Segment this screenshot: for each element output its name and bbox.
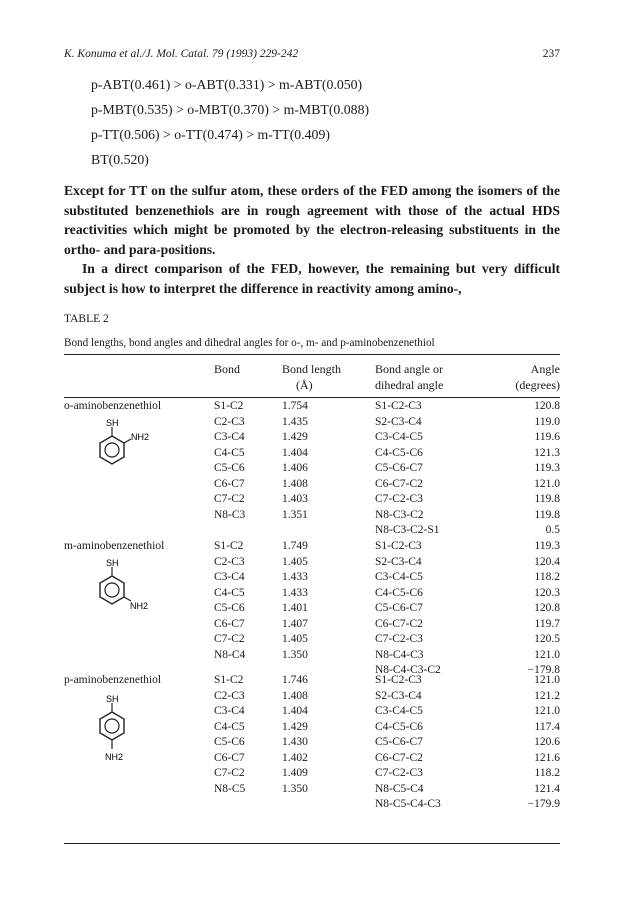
cell-bond: C5-C6 xyxy=(214,736,245,748)
cell-angle: 120.8 xyxy=(534,400,560,412)
cell-angle-name: N8-C3-C2-S1 xyxy=(375,524,440,536)
cell-bond-length: 1.404 xyxy=(282,446,308,459)
cell-angle-name: C7-C2-C3 xyxy=(375,493,423,505)
nh2-label: NH2 xyxy=(105,752,124,762)
cell-bond: C3-C4 xyxy=(214,571,245,583)
cell-angle-name: N8-C5-C4-C3 xyxy=(375,798,441,810)
cell-bond-length: 1.409 xyxy=(282,767,308,779)
cell-angle-name: S2-C3-C4 xyxy=(375,415,422,428)
cell-bond-length: 1.351 xyxy=(282,508,308,521)
table-bottom-rule xyxy=(64,843,560,844)
cell-bond: C7-C2 xyxy=(214,633,245,645)
order-line-bt: BT(0.520) xyxy=(91,152,149,167)
cell-angle: 120.6 xyxy=(534,736,560,748)
col-header-angle: Angle (degrees) xyxy=(515,362,560,392)
cell-angle: 120.4 xyxy=(534,555,560,568)
cell-bond-length: 1.430 xyxy=(282,736,308,748)
cell-angle: 119.6 xyxy=(534,431,560,443)
page-number: 237 xyxy=(542,48,560,60)
o-aminobenzenethiol-structure xyxy=(84,416,164,482)
cell-angle-name: C6-C7-C2 xyxy=(375,617,423,630)
body-paragraph: Except for TT on the sulfur atom, these orders of the FED among the isomers of the substituted benzenethiols are in rough agreement with those of the actual HDS reactivities which might be promoted by the electron-releasing substituents in the ortho- and para-positions. xyxy=(64,183,560,257)
cell-bond: N8-C5 xyxy=(214,782,246,795)
m-aminobenzenethiol-structure xyxy=(84,556,164,622)
cell-angle-name: C5-C6-C7 xyxy=(375,462,423,474)
cell-angle: 119.3 xyxy=(534,462,560,474)
cell-angle: 120.3 xyxy=(534,586,560,599)
cell-angle-name: S1-C2-C3 xyxy=(375,540,422,552)
col-header-bond-angle: Bond angle or dihedral angle xyxy=(375,362,444,392)
fed-order-list xyxy=(91,72,369,172)
cell-angle-name: S1-C2-C3 xyxy=(375,674,422,686)
cell-bond: C7-C2 xyxy=(214,493,245,505)
cell-bond: C4-C5 xyxy=(214,720,245,733)
cell-angle: 120.8 xyxy=(534,602,560,614)
cell-angle: 121.0 xyxy=(534,705,560,717)
cell-angle-name: C7-C2-C3 xyxy=(375,767,423,779)
cell-bond-length: 1.405 xyxy=(282,555,308,568)
cell-bond-length: 1.433 xyxy=(282,571,308,583)
cell-bond-length: 1.404 xyxy=(282,705,308,717)
cell-angle: 117.4 xyxy=(534,720,560,733)
cell-bond: C4-C5 xyxy=(214,446,245,459)
cell-angle: 119.0 xyxy=(534,415,560,428)
cell-angle: 121.0 xyxy=(534,477,560,490)
cell-bond-length: 1.408 xyxy=(282,689,308,702)
cell-angle: 121.4 xyxy=(534,782,560,795)
order-line-mbt: p-MBT(0.535) > o-MBT(0.370) > m-MBT(0.088) xyxy=(91,102,370,117)
cell-angle: 120.5 xyxy=(534,633,560,645)
cell-angle: 118.2 xyxy=(534,767,560,779)
cell-bond-length: 1.405 xyxy=(282,633,308,645)
cell-bond-length: 1.350 xyxy=(282,782,308,795)
running-header xyxy=(64,48,560,64)
order-line-abt: p-ABT(0.461) > o-ABT(0.331) > m-ABT(0.050) xyxy=(91,77,363,92)
cell-angle-name: S1-C2-C3 xyxy=(375,400,422,412)
cell-angle: 119.8 xyxy=(534,493,560,505)
cell-bond: C5-C6 xyxy=(214,602,245,614)
cell-bond: C2-C3 xyxy=(214,415,245,428)
cell-bond-length: 1.429 xyxy=(282,720,308,733)
cell-bond: N8-C3 xyxy=(214,508,246,521)
cell-angle: 118.2 xyxy=(534,571,560,583)
cell-angle: 0.5 xyxy=(545,524,560,536)
cell-bond-length: 1.746 xyxy=(282,674,308,686)
cell-angle-name: C4-C5-C6 xyxy=(375,586,423,599)
cell-bond-length: 1.408 xyxy=(282,477,308,490)
cell-angle-name: C3-C4-C5 xyxy=(375,571,423,583)
order-line-tt: p-TT(0.506) > o-TT(0.474) > m-TT(0.409) xyxy=(91,127,330,142)
cell-angle-name: S2-C3-C4 xyxy=(375,689,422,702)
p-aminobenzenethiol-structure xyxy=(84,690,164,780)
sh-label: SH xyxy=(106,418,119,428)
cell-angle-name: C4-C5-C6 xyxy=(375,446,423,459)
cell-bond: C2-C3 xyxy=(214,555,245,568)
cell-angle-name: C7-C2-C3 xyxy=(375,633,423,645)
cell-angle-name: C3-C4-C5 xyxy=(375,431,423,443)
table-caption: Bond lengths, bond angles and dihedral angles for o-, m- and p-aminobenzenethiol xyxy=(64,337,435,349)
table-header-rule xyxy=(64,397,560,398)
cell-bond: C3-C4 xyxy=(214,431,245,443)
cell-angle: 119.7 xyxy=(534,617,560,630)
cell-bond-length: 1.435 xyxy=(282,415,308,428)
cell-angle-name: C3-C4-C5 xyxy=(375,705,423,717)
compound-name: o-aminobenzenethiol xyxy=(64,400,162,412)
cell-angle: 121.0 xyxy=(534,674,560,686)
cell-angle: 121.6 xyxy=(534,751,560,764)
col-header-bond: Bond xyxy=(214,362,241,376)
sh-label: SH xyxy=(106,694,119,704)
cell-angle-name: C4-C5-C6 xyxy=(375,720,423,733)
cell-angle: 121.0 xyxy=(534,648,560,661)
cell-angle-name: N8-C5-C4 xyxy=(375,782,424,795)
cell-bond: C7-C2 xyxy=(214,767,245,779)
sh-label: SH xyxy=(106,558,119,568)
cell-bond-length: 1.433 xyxy=(282,586,308,599)
cell-angle-name: N8-C4-C3-C2 xyxy=(375,664,441,676)
cell-angle-name: N8-C4-C3 xyxy=(375,648,424,661)
cell-angle-name: C5-C6-C7 xyxy=(375,736,423,748)
cell-bond-length: 1.402 xyxy=(282,751,308,764)
cell-bond: C6-C7 xyxy=(214,477,245,490)
compound-name: m-aminobenzenethiol xyxy=(64,540,165,552)
cell-bond: C3-C4 xyxy=(214,705,245,717)
compound-name: p-aminobenzenethiol xyxy=(64,674,162,686)
cell-angle-name: S2-C3-C4 xyxy=(375,555,422,568)
cell-bond: S1-C2 xyxy=(214,674,244,686)
cell-bond: S1-C2 xyxy=(214,540,244,552)
cell-angle: −179.8 xyxy=(527,664,560,676)
body-paragraph-continued: In a direct comparison of the FED, however, the remaining but very difficult subject is how to interpret the difference in reactivity among amino-, xyxy=(64,261,560,296)
col-header-bond-length: Bond length (Å) xyxy=(282,362,341,392)
cell-bond: C4-C5 xyxy=(214,586,245,599)
cell-bond-length: 1.749 xyxy=(282,540,308,552)
cell-angle-name: C5-C6-C7 xyxy=(375,602,423,614)
cell-bond-length: 1.429 xyxy=(282,431,308,443)
table-top-rule xyxy=(64,354,560,355)
cell-bond-length: 1.406 xyxy=(282,462,308,474)
cell-bond-length: 1.350 xyxy=(282,648,308,661)
cell-bond-length: 1.401 xyxy=(282,602,308,614)
nh2-label: NH2 xyxy=(131,432,150,442)
cell-angle: 121.3 xyxy=(534,446,560,459)
cell-angle: 119.8 xyxy=(534,508,560,521)
cell-bond: S1-C2 xyxy=(214,400,244,412)
journal-citation: K. Konuma et al./J. Mol. Catal. 79 (1993) 229-242 xyxy=(64,48,299,60)
cell-bond: C5-C6 xyxy=(214,462,245,474)
table-label: TABLE 2 xyxy=(64,313,109,325)
cell-bond-length: 1.407 xyxy=(282,617,308,630)
cell-bond: C2-C3 xyxy=(214,689,245,702)
nh2-label: NH2 xyxy=(130,601,149,611)
cell-angle: −179.9 xyxy=(527,798,560,810)
cell-bond-length: 1.754 xyxy=(282,400,308,412)
cell-angle-name: C6-C7-C2 xyxy=(375,477,423,490)
cell-bond: C6-C7 xyxy=(214,751,245,764)
cell-bond-length: 1.403 xyxy=(282,493,308,505)
cell-bond: C6-C7 xyxy=(214,617,245,630)
cell-angle-name: C6-C7-C2 xyxy=(375,751,423,764)
cell-bond: N8-C4 xyxy=(214,648,246,661)
cell-angle: 121.2 xyxy=(534,689,560,702)
cell-angle: 119.3 xyxy=(534,540,560,552)
cell-angle-name: N8-C3-C2 xyxy=(375,508,424,521)
